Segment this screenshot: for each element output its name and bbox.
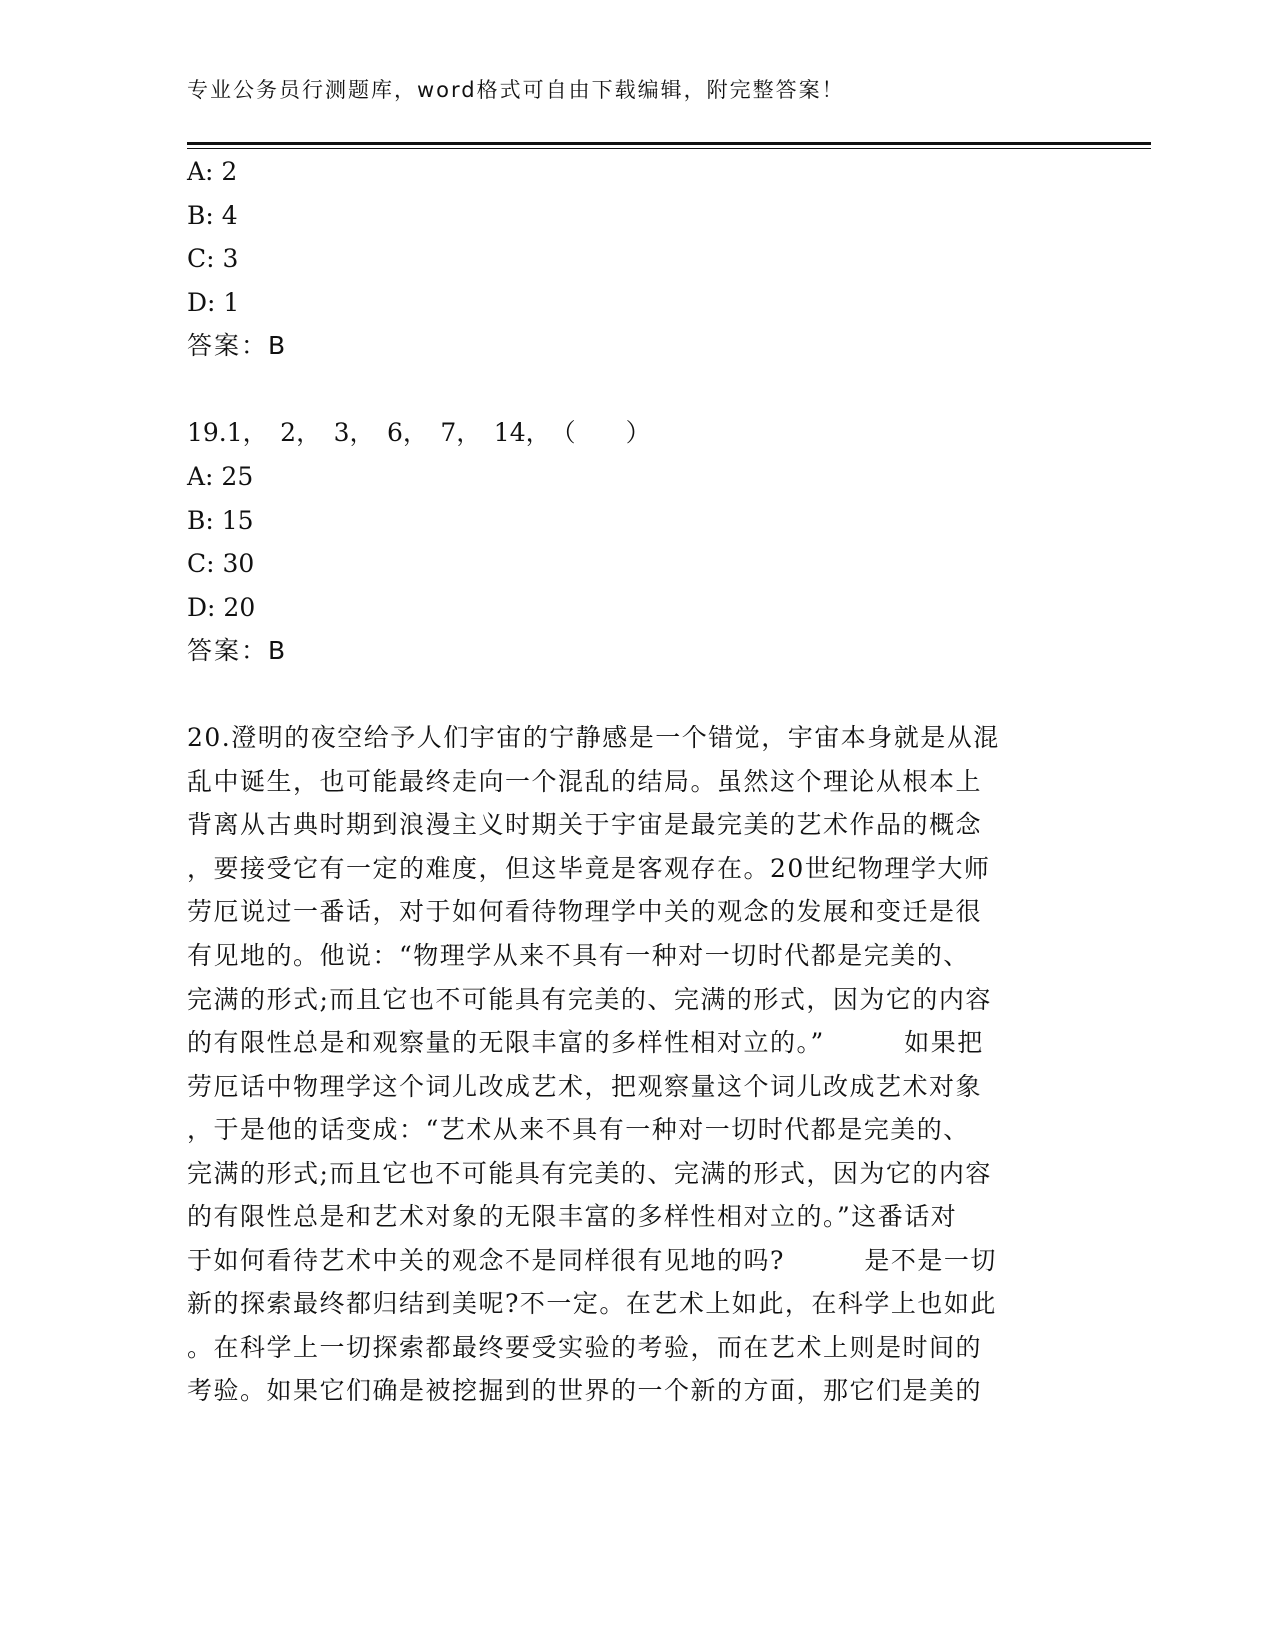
- q20-line: 20.澄明的夜空给予人们宇宙的宁静感是一个错觉，宇宙本身就是从混: [187, 723, 1000, 752]
- q20-line: 劳厄说过一番话，对于如何看待物理学中关的观念的发展和变迁是很: [187, 897, 983, 926]
- header-rule-thin: [187, 148, 1151, 149]
- q18-answer: 答案：B: [187, 331, 288, 360]
- q18-option-b: B: 4: [187, 201, 238, 230]
- q20-line: ，要接受它有一定的难度，但这毕竟是客观存在。20世纪物理学大师: [187, 854, 991, 883]
- q20-line: 完满的形式;而且它也不可能具有完美的、完满的形式，因为它的内容: [187, 1159, 992, 1188]
- q18-option-a: A: 2: [187, 157, 238, 186]
- q20-line: 的有限性总是和观察量的无限丰富的多样性相对立的。” 如果把: [187, 1028, 984, 1057]
- q19-option-b: B: 15: [187, 506, 254, 535]
- q19-option-d: D: 20: [187, 593, 256, 622]
- q20-line: 完满的形式;而且它也不可能具有完美的、完满的形式，因为它的内容: [187, 985, 992, 1014]
- q20-line: 于如何看待艺术中关的观念不是同样很有见地的吗? 是不是一切: [187, 1246, 997, 1275]
- q20-line: ，于是他的话变成：“艺术从来不具有一种对一切时代都是完美的、: [187, 1115, 970, 1144]
- q20-line: 考验。如果它们确是被挖掘到的世界的一个新的方面，那它们是美的: [187, 1376, 983, 1405]
- q20-line: 背离从古典时期到浪漫主义时期关于宇宙是最完美的艺术作品的概念: [187, 810, 983, 839]
- q19-answer: 答案：B: [187, 636, 288, 665]
- q20-line: 的有限性总是和艺术对象的无限丰富的多样性相对立的。”这番话对: [187, 1202, 958, 1231]
- header-rule-thick: [187, 142, 1151, 145]
- q18-option-c: C: 3: [187, 244, 239, 273]
- q19-option-c: C: 30: [187, 549, 255, 578]
- q20-line: 有见地的。他说：“物理学从来不具有一种对一切时代都是完美的、: [187, 941, 970, 970]
- q20-line: 新的探索最终都归结到美呢?不一定。在艺术上如此，在科学上也如此: [187, 1289, 997, 1318]
- q19-question: 19.1， 2， 3， 6， 7， 14， （ ）: [187, 418, 651, 447]
- page-header: 专业公务员行测题库，word格式可自由下载编辑，附完整答案！: [187, 78, 845, 102]
- q18-option-d: D: 1: [187, 288, 240, 317]
- q19-option-a: A: 25: [187, 462, 254, 491]
- q20-line: 乱中诞生，也可能最终走向一个混乱的结局。虽然这个理论从根本上: [187, 767, 983, 796]
- q20-line: 劳厄话中物理学这个词儿改成艺术，把观察量这个词儿改成艺术对象: [187, 1072, 983, 1101]
- q20-line: 。在科学上一切探索都最终要受实验的考验，而在艺术上则是时间的: [187, 1333, 983, 1362]
